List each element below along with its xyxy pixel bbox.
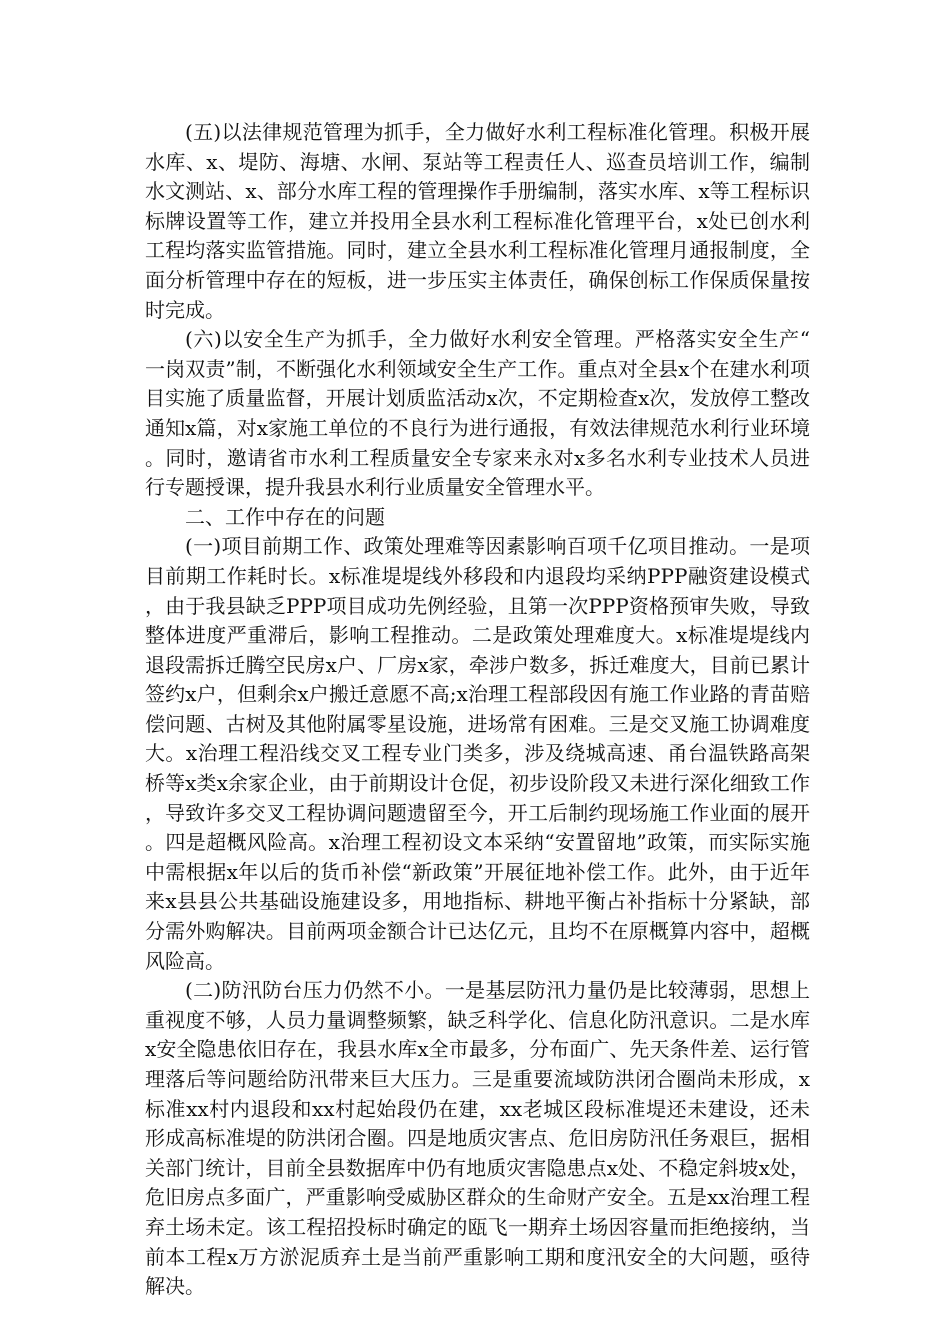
section-heading-problems: 二、工作中存在的问题	[185, 504, 385, 529]
paragraph-management-standardization: (五)以法律规范管理为抓手，全力做好水利工程标准化管理。积极开展水库、x、堤防、海塘、水闸、泵站等工程责任人、巡查员培训工作，编制水文测站、x、部分水库工程的管理操作手册编制，落实水库、x等工程标识标牌设置等工作，建立并投用全县水利工程标准化管理平台，x处已创水利工程均落实监管措施。同时，建立全县水利工程标准化管理月通报制度，全面分析管理中存在的短板，进一步压实主体责任，确保创标工作保质保量按时完成。	[145, 120, 810, 322]
paragraph-project-issues: (一)项目前期工作、政策处理难等因素影响百项千亿项目推动。一是项目前期工作耗时长。x标准堤堤线外移段和内退段均采纳PPP融资建设模式，由于我县缺乏PPP项目成功先例经验，且第一次PPP资格预审失败，导致整体进度严重滞后，影响工程推动。二是政策处理难度大。x标准堤堤线内退段需拆迁腾空民房x户、厂房x家，牵涉户数多，拆迁难度大，目前已累计签约x户，但剩余x户搬迁意愿不高;x治理工程部段因有施工作业路的青苗赔偿问题、古树及其他附属零星设施，进场常有困难。三是交叉施工协调难度大。x治理工程沿线交叉工程专业门类多，涉及绕城高速、甬台温铁路高架桥等x类x余家企业，由于前期设计仓促，初步设阶段又未进行深化细致工作，导致许多交叉工程协调问题遗留至今，开工后制约现场施工作业面的展开。四是超概风险高。x治理工程初设文本采纳“安置留地”政策，而实际实施中需根据x年以后的货币补偿“新政策”开展征地补偿工作。此外，由于近年来x县县公共基础设施建设多，用地指标、耕地平衡占补指标十分紧缺，部分需外购解决。目前两项金额合计已达亿元，且均不在原概算内容中，超概风险高。	[145, 534, 810, 973]
paragraph-flood-prevention: (二)防汛防台压力仍然不小。一是基层防汛力量仍是比较薄弱，思想上重视度不够，人员力量调整频繁，缺乏科学化、信息化防汛意识。二是水库x安全隐患依旧存在，我县水库x全市最多，分布面广、先天条件差、运行管理落后等问题给防汛带来巨大压力。三是重要流域防洪闭合圈尚未形成，x标准xx村内退段和xx村起始段仍在建，xx老城区段标准堤还未建设，还未形成高标准堤的防洪闭合圈。四是地质灾害点、危旧房防汛任务艰巨，据相关部门统计，目前全县数据库中仍有地质灾害隐患点x处、不稳定斜坡x处，危旧房点多面广，严重影响受威胁区群众的生命财产安全。五是xx治理工程弃土场未定。该工程招投标时确定的瓯飞一期弃土场因容量而拒绝接纳，当前本工程x万方淤泥质弃土是当前严重影响工期和度汛安全的大问题，亟待解决。	[145, 978, 810, 1299]
paragraph-safety-management: (六)以安全生产为抓手，全力做好水利安全管理。严格落实安全生产“一岗双责”制，不断强化水利领域安全生产工作。重点对全县x个在建水利项目实施了质量监督，开展计划质监活动x次，不定期检查x次，发放停工整改通知x篇，对x家施工单位的不良行为进行通报，有效法律规范水利行业环境。同时，邀请省市水利工程质量安全专家来永对x多名水利专业技术人员进行专题授课，提升我县水利行业质量安全管理水平。	[145, 327, 810, 500]
document-body	[145, 118, 810, 1302]
